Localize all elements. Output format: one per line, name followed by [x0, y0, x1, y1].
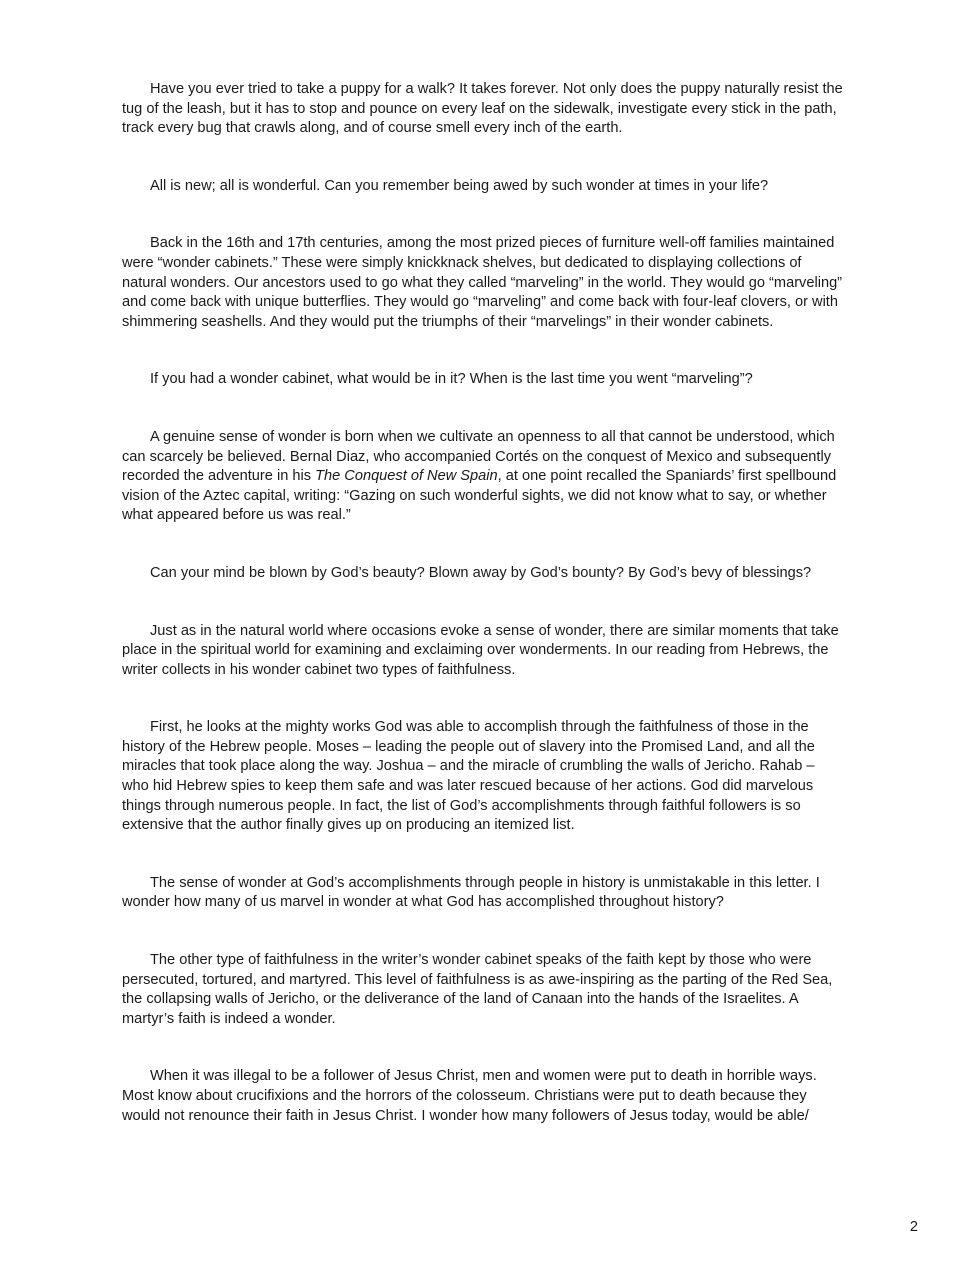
paragraph: Just as in the natural world where occasions evoke a sense of wonder, there are similar moments that take place in the spiritual world for examining and exclaiming over wonderments. In our reading from Hebrews, the writer collects in his wonder cabinet two types of faithfulness.	[122, 622, 839, 678]
paragraph: All is new; all is wonderful. Can you remember being awed by such wonder at times in your life?	[150, 177, 769, 194]
paragraph: If you had a wonder cabinet, what would be in it? When is the last time you went “marveling”?	[150, 371, 753, 388]
paragraph: Back in the 16th and 17th centuries, among the most prized pieces of furniture well-off families maintained were “wonder cabinets.” These were simply knickknack shelves, but dedicated to displaying collections of natural wonders. Our ancestors used to go what they called “marveling” in the world. They would go “marveling” and come back with unique butterflies. They would go “marveling” and come back with four-leaf clovers, or with shimmering seashells. And they would put the triumphs of their “marvelings” in their wonder cabinets.	[122, 235, 843, 330]
document-body	[122, 80, 844, 1164]
page-number: 2	[909, 1219, 918, 1235]
book-title: The Conquest of New Spain	[315, 468, 498, 485]
paragraph: When it was illegal to be a follower of Jesus Christ, men and women were put to death in horrible ways. Most know about crucifixions and the horrors of the colosseum. Christians were put to death because they would not renounce their faith in Jesus Christ. I wonder how many followers of Jesus today, would be able/	[122, 1068, 817, 1124]
paragraph: First, he looks at the mighty works God was able to accomplish through the faithfulness of those in the history of the Hebrew people. Moses – leading the people out of slavery into the Promised Land, and all the miracles that took place along the way. Joshua – and the miracle of crumbling the walls of Jericho. Rahab – who hid Hebrew spies to keep them safe and was later rescued because of her actions. God did marvelous things through numerous people. In fact, the list of God’s accomplishments through faithful followers is so extensive that the author finally gives up on producing an itemized list.	[122, 719, 815, 834]
paragraph: Have you ever tried to take a puppy for a walk? It takes forever. Not only does the puppy naturally resist the tug of the leash, but it has to stop and pounce on every leaf on the sidewalk, investigate every stick in the path, track every bug that crawls along, and of course smell every inch of the earth.	[122, 81, 843, 137]
paragraph-text: A genuine sense of wonder is born when we cultivate an openness to all that cannot be understood, which can scarcely be believed. Bernal Diaz, who accompanied Cortés on the conquest of Mexico and subsequently recorded the adventure in his	[122, 428, 835, 485]
paragraph	[122, 428, 844, 526]
paragraph: Can your mind be blown by God’s beauty? Blown away by God’s bounty? By God’s bevy of blessings?	[150, 564, 812, 581]
paragraph-text: , at one point recalled the Spaniards’ first spellbound vision of the Aztec capital, writing: “Gazing on such wonderful sights, we did not know what to say, or whether what appeared before us was real.”	[122, 468, 837, 524]
paragraph: The sense of wonder at God’s accomplishments through people in history is unmistakable in this letter. I wonder how many of us marvel in wonder at what God has accomplished throughout history?	[122, 874, 820, 911]
paragraph: The other type of faithfulness in the writer’s wonder cabinet speaks of the faith kept by those who were persecuted, tortured, and martyred. This level of faithfulness is as awe-inspiring as the parting of the Red Sea, the collapsing walls of Jericho, or the deliverance of the land of Canaan into the hands of the Israelites. A martyr’s faith is indeed a wonder.	[122, 952, 833, 1027]
